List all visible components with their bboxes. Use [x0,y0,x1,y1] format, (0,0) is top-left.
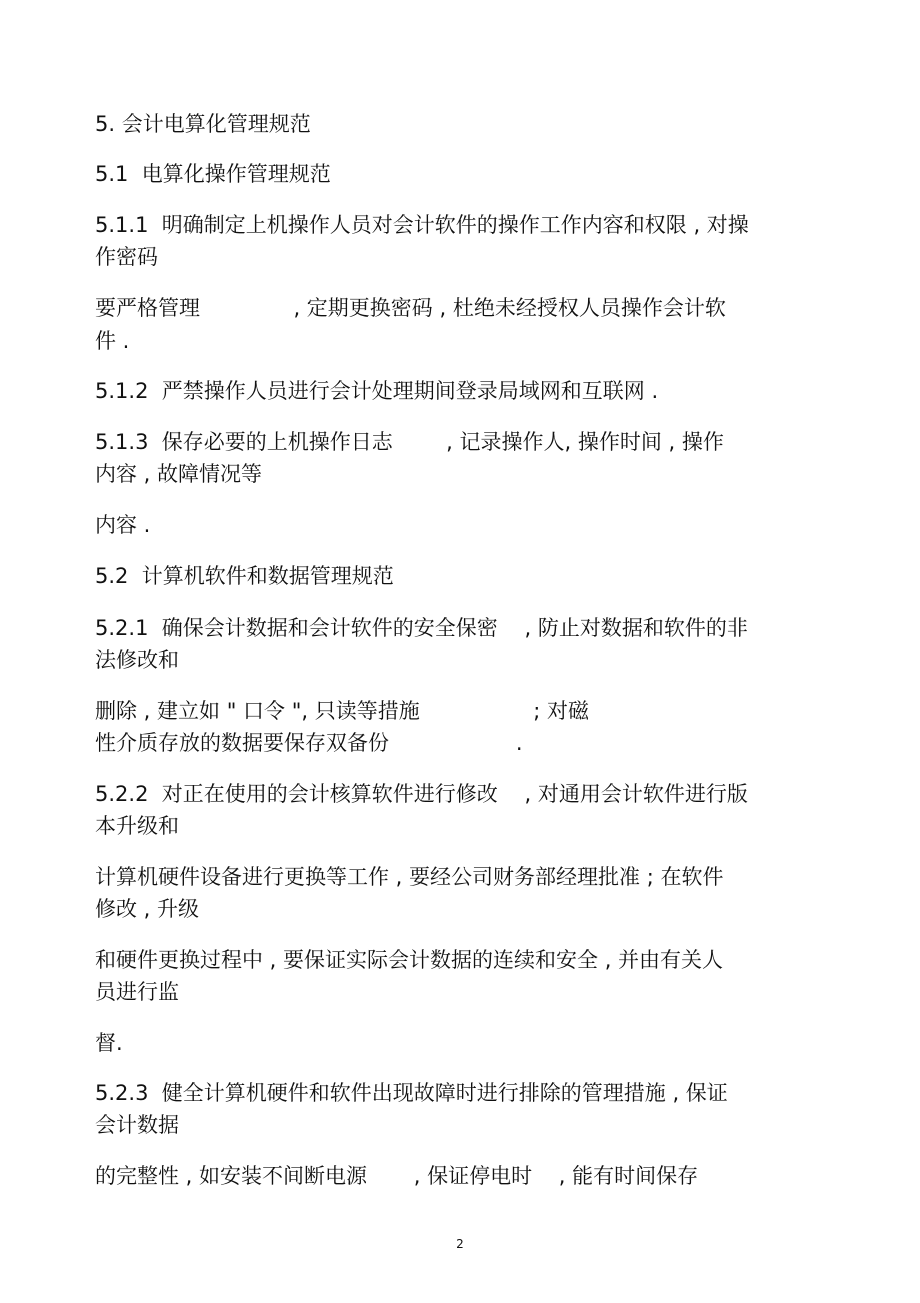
heading-5-2: 5.2 计算机软件和数据管理规范 [95,564,394,588]
paragraph-line: 要严格管理 , 定期更换密码 , 杜绝未经授权人员操作会计软 [95,296,726,320]
paragraph-line: 5.1.1 明确制定上机操作人员对会计软件的操作工作内容和权限 , 对操 [95,213,749,237]
paragraph-line: 5.1.3 保存必要的上机操作日志 , 记录操作人, 操作时间 , 操作 [95,430,724,454]
paragraph-line: 性介质存放的数据要保存双备份 . [95,731,523,755]
heading-5-1: 5.1 电算化操作管理规范 [95,162,331,186]
paragraph-line: 法修改和 [95,648,179,672]
paragraph-line: 和硬件更换过程中 , 要保证实际会计数据的连续和安全 , 并由有关人 [95,948,724,972]
paragraph-line: 计算机硬件设备进行更换等工作 , 要经公司财务部经理批准 ; 在软件 [95,865,724,889]
paragraph-line: 5.2.2 对正在使用的会计核算软件进行修改 , 对通用会计软件进行版 [95,782,748,806]
paragraph-line: 内容 . [95,513,151,537]
paragraph-line: 5.2.3 健全计算机硬件和软件出现故障时进行排除的管理措施 , 保证 [95,1081,728,1105]
paragraph-line: 5.2.1 确保会计数据和会计软件的安全保密 , 防止对数据和软件的非 [95,616,748,640]
paragraph-line: 件 . [95,329,130,353]
paragraph-line: 修改 , 升级 [95,897,200,921]
paragraph-line: 本升级和 [95,814,179,838]
heading-5: 5. 会计电算化管理规范 [95,112,311,136]
paragraph-line: 内容 , 故障情况等 [95,462,263,486]
paragraph-line: 作密码 [95,245,158,269]
paragraph-line: 的完整性 , 如安装不间断电源 , 保证停电时 , 能有时间保存 [95,1164,699,1188]
page-number: 2 [456,1237,464,1251]
paragraph-line: 员进行监 [95,980,179,1004]
paragraph-line: 删除 , 建立如 " 口令 ", 只读等措施 ; 对磁 [95,699,589,723]
paragraph-line: 5.1.2 严禁操作人员进行会计处理期间登录局域网和互联网 . [95,379,659,403]
paragraph-line: 督. [95,1031,123,1055]
paragraph-line: 会计数据 [95,1113,179,1137]
